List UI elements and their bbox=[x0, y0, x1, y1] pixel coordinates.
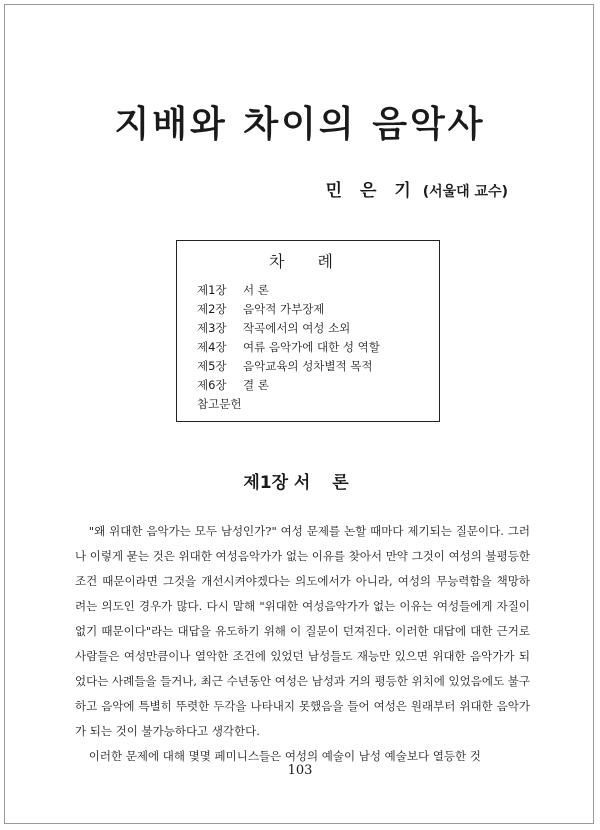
toc-chapter-label: 제3장 bbox=[197, 321, 227, 335]
toc-item bbox=[197, 319, 380, 338]
page-number: 103 bbox=[287, 763, 313, 778]
toc-chapter-title: 여류 음악가에 대한 성 역할 bbox=[243, 340, 380, 354]
toc-chapter-title: 결 론 bbox=[243, 378, 269, 392]
author-affiliation: (서울대 교수) bbox=[422, 184, 508, 200]
chapter-title: 서 론 bbox=[293, 473, 357, 493]
toc-chapter-title: 서 론 bbox=[243, 283, 269, 297]
paragraph: "왜 위대한 음악가는 모두 남성인가?" 여성 문제를 논할 때마다 제기되는 질문이다. 그러나 이렇게 묻는 것은 위대한 여성음악가가 없는 이유를 찾아서 만약 그것이 여성의 불평등한 조건 때문이라면 그것을 개선시켜야겠다는 의도에서가 아니라, 여성의 무능력함을 책망하려는 의도인 경우가 많다. 다시 말해 "위대한 여성음악가가 없는 이유는 여성들에게 자질이 없기 때문이다"라는 대답을 유도하기 위해 이 질문이 던져진다. 이러한 대답에 대한 근거로 사람들은 여성만큼이나 열악한 조건에 있었던 남성들도 재능만 있으면 위대한 음악가가 되었다는 사례들을 들거나, 최근 수년동안 여성은 남성과 거의 평등한 위치에 있었음에도 불구하고 음악에 특별히 뚜렷한 두각을 나타내지 못했음을 들어 여성은 원래부터 위대한 음악가가 되는 것이 불가능하다고 생각한다. bbox=[75, 524, 530, 738]
toc-list bbox=[197, 281, 380, 414]
body-text bbox=[75, 519, 530, 769]
toc-chapter-title: 음악교육의 성차별적 목적 bbox=[243, 359, 373, 373]
chapter-heading bbox=[0, 468, 600, 493]
toc-chapter-label: 제6장 bbox=[197, 378, 227, 392]
toc-heading: 차 례 bbox=[269, 252, 347, 271]
document-title: 지배와 차이의 음악사 bbox=[114, 104, 486, 145]
toc-chapter-title: 작곡에서의 여성 소외 bbox=[243, 321, 351, 335]
toc-item bbox=[197, 300, 380, 319]
table-of-contents bbox=[176, 240, 440, 422]
toc-item bbox=[197, 376, 380, 395]
paragraph: 이러한 문제에 대해 몇몇 페미니스들은 여성의 예술이 남성 예술보다 열등한 것 bbox=[88, 749, 481, 763]
toc-chapter-label: 제5장 bbox=[197, 359, 227, 373]
toc-item bbox=[197, 281, 380, 300]
toc-chapter-label: 제1장 bbox=[197, 283, 227, 297]
toc-references: 참고문헌 bbox=[197, 397, 242, 411]
toc-chapter-label: 제4장 bbox=[197, 340, 227, 354]
toc-item bbox=[197, 338, 380, 357]
author-name: 민 은 기 bbox=[325, 181, 417, 201]
author-line bbox=[326, 176, 508, 201]
toc-chapter-title: 음악적 가부장제 bbox=[243, 302, 325, 316]
chapter-label: 제1장 bbox=[243, 473, 288, 493]
toc-item bbox=[197, 357, 380, 376]
toc-chapter-label: 제2장 bbox=[197, 302, 227, 316]
